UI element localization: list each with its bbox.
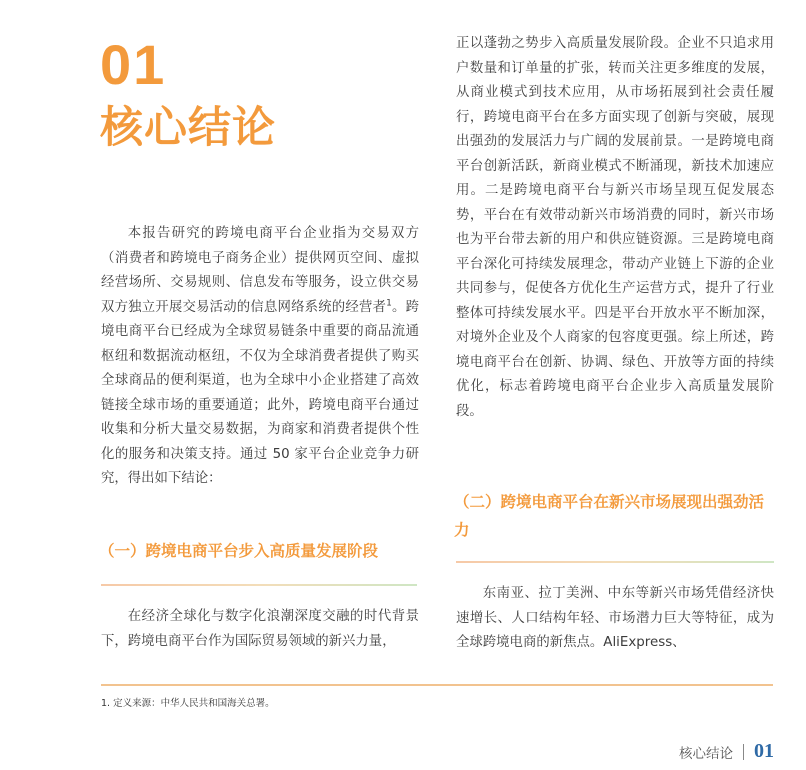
section-1-paragraph: 在经济全球化与数字化浪潮深度交融的时代背景下，跨境电商平台作为国际贸易领域的新兴力量， xyxy=(101,609,419,649)
intro-text-part2: 。跨境电商平台已经成为全球贸易链条中重要的商品流通枢纽和数据流动枢纽，不仅为全球消费者提供了购买全球商品的便利渠道，也为全球中小企业搭建了高效链接全球市场的重要通道；此外，跨境电商平台通过收集和分析大量交易数据，为商家和消费者提供个性化的服务和决策支持。通过 50 家平台企业竞争力研究，得出如下结论： xyxy=(101,299,420,486)
intro-paragraph-block xyxy=(101,222,419,492)
footnote-divider xyxy=(101,684,773,686)
intro-text-part1: 本报告研究的跨境电商平台企业指为交易双方（消费者和跨境电子商务企业）提供网页空间、虚拟经营场所、交易规则、信息发布等服务，设立供交易双方独立开展交易活动的信息网络系统的经营者 xyxy=(101,226,419,315)
section-1-heading: （一）跨境电商平台步入高质量发展阶段 xyxy=(99,542,379,560)
section-2-paragraph: 东南亚、拉丁美洲、中东等新兴市场凭借经济快速增长、人口结构年轻、市场潜力巨大等特征，成为全球跨境电商的新焦点。AliExpress、 xyxy=(456,586,774,650)
section-2-divider xyxy=(456,561,774,563)
page-number: 01 xyxy=(754,740,774,762)
continued-paragraph: 正以蓬勃之势步入高质量发展阶段。企业不只追求用户数量和订单量的扩张，转而关注更多维度的发展，从商业模式到技术应用，从市场拓展到社会责任履行，跨境电商平台在多方面实现了创新与突破，展现出强劲的发展活力与广阔的发展前景。一是跨境电商平台创新活跃，新商业模式不断涌现，新技术加速应用。二是跨境电商平台与新兴市场呈现互促发展态势，平台在有效带动新兴市场消费的同时，新兴市场也为平台带去新的用户和供应链资源。三是跨境电商平台深化可持续发展理念，带动产业链上下游的企业共同参与，促使各方优化生产运营方式，提升了行业整体可持续发展水平。四是平台开放水平不断加深，对境外企业及个人商家的包容度更强。综上所述，跨境电商平台在创新、协调、绿色、开放等方面的持续优化，标志着跨境电商平台企业步入高质量发展阶段。 xyxy=(456,36,774,419)
footnote: 1. 定义来源：中华人民共和国海关总署。 xyxy=(101,698,275,709)
footer-separator xyxy=(743,744,744,760)
footer-section-title: 核心结论 xyxy=(679,745,733,762)
intro-paragraph xyxy=(101,222,419,492)
section-1-body xyxy=(101,605,419,654)
page-footer xyxy=(679,740,774,763)
footnote-reference[interactable]: 1 xyxy=(386,298,392,309)
section-2-heading: （二）跨境电商平台在新兴市场展现出强劲活力 xyxy=(454,493,765,539)
section-1-divider xyxy=(101,584,417,586)
section-2-body xyxy=(456,582,774,656)
continued-body xyxy=(456,32,774,424)
chapter-number: 01 xyxy=(100,33,167,96)
chapter-title: 核心结论 xyxy=(100,103,276,153)
